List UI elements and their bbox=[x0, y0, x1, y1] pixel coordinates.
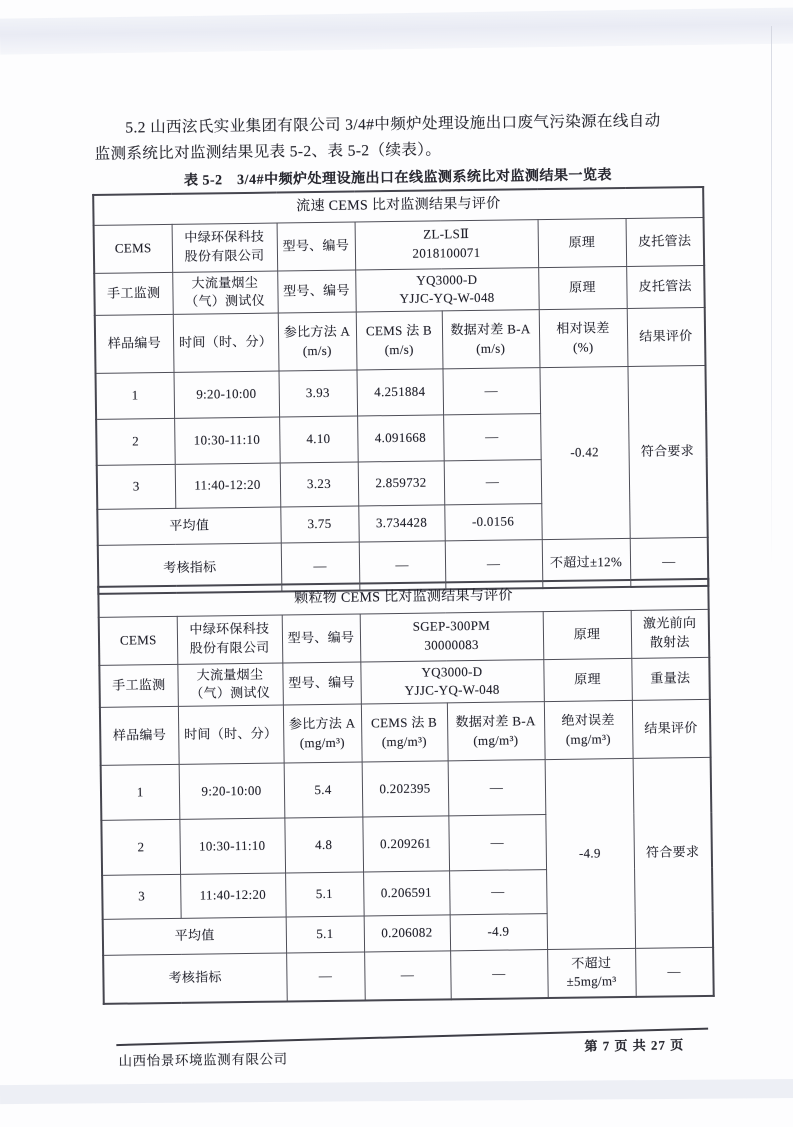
flow-assess-b: — bbox=[359, 541, 446, 590]
dust-eq1-model-label: 型号、编号 bbox=[282, 613, 361, 662]
flow-average-b: 3.734428 bbox=[358, 505, 444, 542]
dust-header-time: 时间（时、分） bbox=[178, 705, 284, 764]
dust-eq2-system: 手工监测 bbox=[99, 664, 178, 708]
flow-eq2-principle-label: 原理 bbox=[538, 266, 627, 310]
dust-assess-result: — bbox=[635, 948, 714, 997]
dust-result-value: 符合要求 bbox=[633, 758, 713, 949]
intro-paragraph bbox=[94, 108, 701, 168]
flow-cell-time: 9:20-10:00 bbox=[174, 371, 280, 418]
flow-average-a: 3.75 bbox=[280, 506, 358, 543]
flow-average-diff: -0.0156 bbox=[444, 504, 541, 541]
dust-average-b: 0.206082 bbox=[364, 915, 450, 952]
dust-eq1-model-value: SGEP-300PM 30000083 bbox=[360, 611, 544, 661]
dust-cell-diff: — bbox=[448, 815, 546, 871]
dust-cell-sample: 3 bbox=[102, 875, 181, 920]
dust-cell-diff: — bbox=[449, 870, 547, 915]
dust-header-sample: 样品编号 bbox=[100, 707, 179, 766]
flow-data-row-1 bbox=[96, 366, 707, 420]
dust-eq2-principle-label: 原理 bbox=[543, 658, 632, 702]
dust-header-method-a: 参比方法 A (mg/m³) bbox=[283, 704, 362, 763]
flow-cell-b: 4.091668 bbox=[357, 415, 444, 462]
flow-header-sample: 样品编号 bbox=[95, 315, 174, 374]
flow-table-title: 流速 CEMS 比对监测结果与评价 bbox=[93, 187, 703, 225]
flow-eq1-vendor: 中绿环保科技 股份有限公司 bbox=[172, 223, 278, 272]
dust-assess-b: — bbox=[364, 951, 451, 1000]
dust-cell-a: 5.4 bbox=[284, 762, 363, 818]
flow-cell-sample: 2 bbox=[96, 419, 175, 466]
flow-assess-result: — bbox=[630, 538, 709, 587]
flow-cell-sample: 3 bbox=[97, 465, 176, 510]
flow-cems-table bbox=[92, 186, 709, 595]
dust-cems-table bbox=[97, 578, 714, 1005]
dust-header-cems-b: CEMS 法 B (mg/m³) bbox=[361, 703, 448, 762]
flow-cell-time: 11:40-12:20 bbox=[175, 463, 281, 508]
dust-cell-a: 4.8 bbox=[284, 817, 363, 873]
flow-eq1-model-label: 型号、编号 bbox=[277, 222, 356, 271]
flow-cell-b: 2.859732 bbox=[358, 461, 445, 506]
dust-eq1-principle-label: 原理 bbox=[543, 610, 632, 659]
flow-average-label: 平均值 bbox=[97, 507, 280, 545]
footer-company-name: 山西怡景环境监测有限公司 bbox=[118, 1051, 288, 1069]
dust-average-a: 5.1 bbox=[286, 916, 364, 953]
flow-eq2-vendor: 大流量烟尘 （气）测试仪 bbox=[172, 271, 278, 315]
flow-header-cems-b: CEMS 法 B (m/s) bbox=[356, 311, 443, 370]
dust-assess-label: 考核指标 bbox=[103, 953, 287, 1003]
flow-eq2-model-label: 型号、编号 bbox=[277, 270, 356, 314]
dust-header-error: 绝对误差 (mg/m³) bbox=[544, 701, 633, 760]
dust-eq1-principle-value: 激光前向 散射法 bbox=[631, 609, 710, 658]
flow-cell-sample: 1 bbox=[96, 373, 175, 420]
dust-eq1-system: CEMS bbox=[99, 616, 178, 665]
flow-header-result: 结果评价 bbox=[627, 308, 706, 367]
flow-cell-a: 3.23 bbox=[280, 462, 359, 507]
flow-header-method-a: 参比方法 A (m/s) bbox=[278, 312, 357, 371]
dust-cell-time: 11:40-12:20 bbox=[180, 873, 286, 918]
dust-cell-sample: 1 bbox=[101, 765, 180, 821]
dust-cell-time: 10:30-11:10 bbox=[179, 818, 285, 874]
flow-cell-diff: — bbox=[443, 414, 541, 461]
dust-cell-sample: 2 bbox=[101, 820, 180, 876]
flow-error-value: -0.42 bbox=[539, 367, 629, 540]
dust-cell-diff: — bbox=[448, 760, 546, 816]
flow-header-error: 相对误差 (%) bbox=[539, 309, 628, 368]
intro-line-1: 5.2 山西泫氏实业集团有限公司 3/4#中频炉处理设施出口废气污染源在线自动 bbox=[125, 112, 661, 137]
dust-assess-diff: — bbox=[450, 950, 548, 999]
dust-header-diff: 数据对差 B-A (mg/m³) bbox=[447, 702, 545, 761]
dust-eq2-model-value: YQ3000-D YJJC-YQ-W-048 bbox=[360, 659, 544, 704]
flow-assess-label: 考核指标 bbox=[98, 543, 282, 593]
flow-eq2-model-value: YQ3000-D YJJC-YQ-W-048 bbox=[355, 267, 539, 312]
dust-assess-limit: 不超过±5mg/m³ bbox=[547, 949, 636, 998]
dust-cell-time: 9:20-10:00 bbox=[179, 763, 285, 819]
dust-cell-b: 0.206591 bbox=[363, 871, 450, 916]
dust-average-diff: -4.9 bbox=[450, 914, 547, 951]
dust-eq2-vendor: 大流量烟尘 （气）测试仪 bbox=[177, 663, 283, 707]
dust-table-title: 颗粒物 CEMS 比对监测结果与评价 bbox=[98, 579, 708, 617]
dust-eq2-principle-value: 重量法 bbox=[631, 657, 710, 701]
dust-cell-b: 0.209261 bbox=[362, 816, 449, 872]
page-number: 第 7 页 共 27 页 bbox=[584, 1037, 685, 1054]
intro-line-2: 监测系统比对监测结果见表 5-2、表 5-2（续表）。 bbox=[94, 141, 442, 163]
dust-assess-row bbox=[103, 948, 714, 1004]
flow-header-time: 时间（时、分） bbox=[173, 313, 279, 372]
flow-cell-b: 4.251884 bbox=[356, 369, 443, 416]
flow-assess-diff: — bbox=[445, 540, 543, 589]
flow-eq2-principle-value: 皮托管法 bbox=[626, 265, 705, 309]
dust-header-result: 结果评价 bbox=[632, 700, 711, 759]
flow-result-value: 符合要求 bbox=[627, 366, 707, 539]
dust-eq2-model-label: 型号、编号 bbox=[282, 661, 361, 705]
flow-eq1-system: CEMS bbox=[94, 224, 173, 273]
flow-assess-a: — bbox=[281, 542, 360, 591]
table-caption: 表 5-2 3/4#中频炉处理设施出口在线监测系统比对监测结果一览表 bbox=[183, 168, 613, 189]
dust-data-row-1 bbox=[101, 758, 712, 821]
dust-cell-a: 5.1 bbox=[285, 872, 364, 917]
dust-eq1-vendor: 中绿环保科技 股份有限公司 bbox=[177, 615, 283, 664]
flow-cell-diff: — bbox=[442, 368, 540, 415]
flow-eq2-system: 手工监测 bbox=[94, 272, 173, 316]
flow-assess-limit: 不超过±12% bbox=[542, 539, 631, 588]
flow-eq1-model-value: ZL-LSⅡ 2018100071 bbox=[355, 219, 539, 269]
dust-average-label: 平均值 bbox=[103, 917, 286, 955]
flow-header-diff: 数据对差 B-A (m/s) bbox=[442, 310, 540, 369]
dust-error-value: -4.9 bbox=[545, 759, 635, 950]
flow-cell-a: 3.93 bbox=[279, 370, 358, 417]
flow-eq1-principle-label: 原理 bbox=[538, 218, 627, 267]
flow-cell-time: 10:30-11:10 bbox=[174, 417, 280, 464]
flow-cell-diff: — bbox=[444, 460, 542, 505]
flow-cell-a: 4.10 bbox=[279, 416, 358, 463]
dust-cell-b: 0.202395 bbox=[362, 761, 449, 817]
flow-eq1-principle-value: 皮托管法 bbox=[626, 217, 705, 266]
dust-assess-a: — bbox=[286, 952, 365, 1001]
